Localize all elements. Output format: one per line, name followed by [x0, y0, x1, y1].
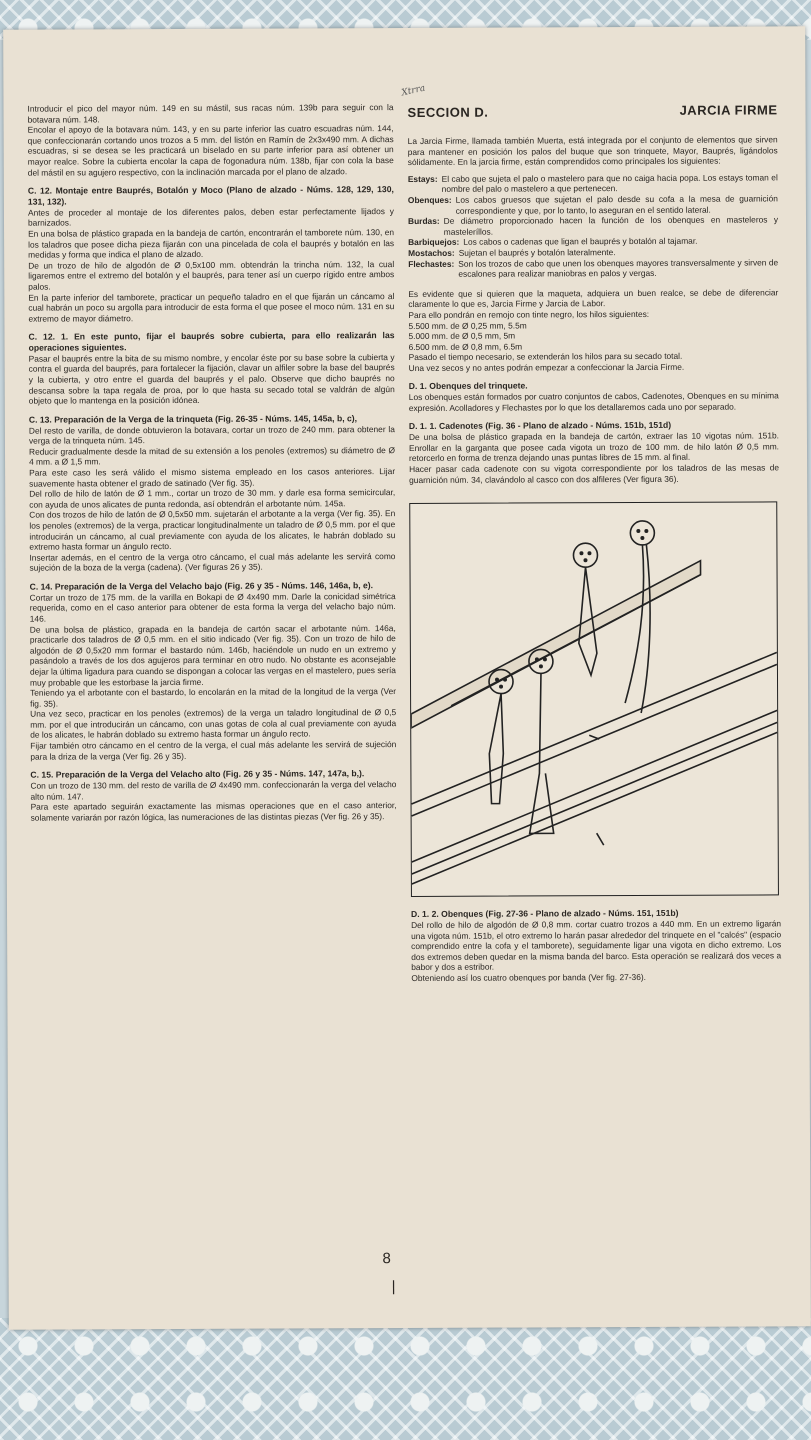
paragraph: Obteniendo así los cuatro obenques por banda (Ver fig. 27-36).: [411, 971, 646, 983]
subsection-heading: C. 14. Preparación de la Verga del Velacho bajo (Fig. 26 y 35 - Núms. 146, 146a, b, e).: [29, 580, 374, 592]
definition-term: Barbiquejos:: [408, 237, 460, 248]
paragraph: Una vez secos y no antes podrán empezar a confeccionar la Jarcia Firme.: [408, 361, 685, 373]
page-number: 8: [382, 1250, 391, 1268]
paragraph: Del rollo de hilo de latón de Ø 1 mm., cortar un trozo de 30 mm. y darle esa forma semicircular, con ayuda de unos alicates de punta redonda, así obtendrán el arbotante núm. 145a.: [29, 487, 396, 510]
definition-text: De diámetro proporcionado hacen la función de los obenques en masteleros y masteleríllos.: [443, 214, 779, 237]
subsection-heading: C. 13. Preparación de la Verga de la trinqueta (Fig. 26-35 - Núms. 145, 145a, b, c),: [28, 413, 358, 425]
definition-text: Son los trozos de cabo que unen los obenques mayores transversalmente y sirven de escalones para realizar maniobras en palos y vergas.: [458, 256, 779, 279]
subsection-heading: C. 15. Preparación de la Verga del Velacho alto (Fig. 26 y 35 - Núms. 147, 147a, b,).: [30, 768, 365, 780]
definitions-list: [408, 172, 778, 280]
right-column: [400, 83, 782, 983]
paragraph: Una vez seco, practicar en los penoles (extremos) de la verga un taladro longitudinal de Ø 0,5 mm. por el que introducirán un cáncamo, con unas gotas de cola al cual previamente con ayuda de los alicates, le habrán doblado su extremo hasta formar un ángulo recto.: [30, 707, 397, 741]
thread-list-item: 5.000 mm. de Ø 0,5 mm, 5m: [408, 330, 516, 342]
instruction-page: [3, 26, 811, 1329]
paragraph: Del resto de varilla, de donde obtuvieron la botavara, cortar un trozo de 240 mm. para obtener la verga de la trinqueta núm. 145.: [28, 423, 395, 446]
paragraph: Con dos trozos de hilo de latón de Ø 0,5x50 mm. sujetarán el arbotante a la verga (Ver fig. 35). En los penoles (extremos) de la verga, practicar longitudinalmente un taladro de Ø 0,5 mm. por el que introducirán un cáncamo, al cual previamente con ayuda de los alicates, le habrán doblado su extremo hasta formar un ángulo recto.: [29, 508, 396, 552]
paragraph: Pasar el bauprés entre la bita de su mismo nombre, y encolar éste por su base sobre la cubierta y contra el guarda del bauprés, para fortalecer la fijación, clavar un alfiler sobre la base del bauprés y la cubierta, y otro entre el guarda del bauprés y el palo. Observe que dicho bauprés no descansa sobre la tapa regala de proa, por lo que hasta su secado total se valdrán de algún objeto que lo mantenga en la posición idónea.: [28, 351, 395, 406]
thread-list-item: 6.500 mm. de Ø 0,8 mm, 6.5m: [408, 341, 523, 352]
paragraph: Para este apartado seguirán exactamente las mismas operaciones que en el caso anterior, solamente variarán por razón lógica, las numeraciones de las distintas piezas (Ver fig. 26 y 35).: [30, 800, 397, 823]
paragraph: Los obenques están formados por cuatro conjuntos de cabos, Cadenotes, Obenques en su mínima expresión. Acolladores y Flechastes por lo que los detallaremos cada uno por separado.: [408, 390, 779, 413]
paragraph: De una bolsa de plástico grapada en la bandeja de cartón, extraer las 10 vigotas núm. 151b. Enrollar en la garganta que posee cada vigota un trozo de 100 mm. de hilo latón Ø 0,5 mm. retorcerlo en forma de trenza dejando unas puntas libres de 15 mm. al final.: [408, 430, 780, 464]
tablecloth-bottom: [0, 1318, 811, 1440]
left-column: [27, 102, 396, 823]
definition-item: [408, 193, 778, 216]
definition-term: Obenques:: [407, 194, 452, 205]
definition-term: Flechastes:: [408, 258, 455, 269]
handwritten-note: Xtrra: [400, 83, 427, 99]
subsection-heading: D. 1. 1. Cadenotes (Fig. 36 - Plano de alzado - Núms. 151b, 151d): [408, 420, 672, 432]
section-header: [400, 83, 778, 126]
definition-text: Sujetan el bauprés y botalón lateralmente.: [458, 247, 616, 258]
paragraph: Con un trozo de 130 mm. del resto de varilla de Ø 4x490 mm. confeccionarán la verga del velacho alto núm. 147.: [30, 779, 397, 802]
definition-item: [408, 215, 778, 238]
rigging-drawing: [410, 503, 778, 897]
figure-36-illustration: [409, 502, 779, 898]
definition-item: [408, 257, 778, 280]
subsection-heading: C. 12. 1. En este punto, fijar el bauprés sobre cubierta, para ello realizarán las operaciones siguientes.: [28, 330, 395, 353]
paragraph: Fijar también otro cáncamo en el centro de la verga, el cual más adelante les servirá de sujeción para la driza de la verga (Ver fig. 26 y 35).: [30, 739, 397, 762]
definition-item: [408, 172, 778, 195]
paragraph: Del rollo de hilo de algodón de Ø 0,8 mm. cortar cuatro trozos a 440 mm. En un extremo ligarán una vigota núm. 151b, el otro extremo lo harán pasar alrededor del trinquete en el "calcés" (espacio comprendido entre la cofa y el tamborete), seguidamente ligar una vigota en dicho extremo. Los dos extremos deben quedar en la misma banda del barco. Esta operación se realizará dos veces a babor y dos a estribor.: [411, 918, 782, 973]
paragraph: Hacer pasar cada cadenote con su vigota correspondiente por los taladros de las mesas de guarnición núm. 34, clavándolo al casco con dos alfileres (Ver figura 36).: [409, 462, 780, 485]
paragraph: De una bolsa de plástico, grapada en la bandeja de cartón sacar el arbotante núm. 146a, practicarle dos taladros de Ø 0,5 mm. en el sitio indicado (Ver fig. 35). Con un trozo de hilo de algodón de Ø 0,5x20 mm formar el bastardo núm. 146b, haciéndole un nudo en un extremo y pasándolo a través de los dos agujeros para terminar en otro nudo. No obstante es aconsejable dejar la última ligadura para cuando se dispongan a colocar las vergas en el mastelero, pues sería muy probable que les estorbase la jarcia firme.: [29, 622, 396, 688]
intro-paragraph: La Jarcia Firme, llamada también Muerta, está integrada por el conjunto de elementos que sirven para mantener en posición los palos del buque que son trinquete, Mayor, Bauprés, ligándolos sólidamente. En la jarcia firme, están comprendidos como principales los siguientes:: [407, 134, 778, 168]
paragraph: En la parte inferior del tamborete, practicar un pequeño taladro en el que fijarán un cáncamo al cual habrán un poco su argolla para introducir de esta forma el que posee el moco núm. 131 en su extremo de mayor diámetro.: [28, 290, 395, 324]
paragraph: Antes de proceder al montaje de los diferentes palos, deben estar perfectamente lijados y barnizados.: [27, 205, 394, 228]
footer-mark: |: [391, 1278, 396, 1296]
paragraph: Insertar además, en el centro de la verga otro cáncamo, el cual más adelante les servirá como sujeción de la boza de la verga (cadena). (Ver figuras 26 y 35).: [29, 550, 396, 574]
paragraph: Pasado el tiempo necesario, se extenderán los hilos para su secado total.: [408, 351, 683, 363]
subsection-heading: D. 1. Obenques del trinquete.: [408, 380, 528, 392]
paragraph: Introducir el pico del mayor núm. 149 en su mástil, sus racas núm. 139b para seguir con la botavara núm. 148.: [27, 102, 394, 125]
definition-text: Los cabos o cadenas que ligan el bauprés y botalón al tajamar.: [463, 236, 698, 248]
paragraph: Reducir gradualmente desde la mitad de su extensión a los penoles (extremos) su diámetro de Ø 4 mm. a Ø 1,5 mm.: [28, 444, 396, 468]
paragraph: Teniendo ya el arbotante con el bastardo, lo encolarán en la mitad de la longitud de la verga (Ver fig. 35).: [30, 686, 397, 709]
thread-list-item: 5.500 mm. de Ø 0,25 mm, 5.5m: [408, 319, 527, 331]
paragraph: En una bolsa de plástico grapada en la bandeja de cartón, encontrarán el tamborete núm. 130, en los taladros que posee dicha pieza fijarán con una pincelada de cola el bauprés y botalón en las medidas y forma que indica el plano de alzado.: [28, 226, 395, 260]
subsection-heading: C. 12. Montaje entre Bauprés, Botalón y Moco (Plano de alzado - Núms. 128, 129, 130, 131, 132).: [27, 184, 394, 207]
paragraph: Es evidente que si quieren que la maqueta, adquiera un buen realce, se debe de diferenciar claramente lo que es, Jarcia Firme y Jarcia de Labor.: [408, 287, 779, 310]
definition-text: El cabo que sujeta el palo o mastelero para que no caiga hacia popa. Los estays toman el nombre del palo o mastelero a que pertenecen.: [441, 172, 778, 195]
definition-term: Burdas:: [407, 216, 440, 227]
section-name: JARCIA FIRME: [679, 102, 778, 118]
definition-term: Estays:: [407, 173, 438, 184]
subsection-heading: D. 1. 2. Obenques (Fig. 27-36 - Plano de alzado - Núms. 151, 151b): [411, 908, 679, 920]
definition-term: Mostachos:: [408, 247, 455, 258]
definition-text: Los cabos gruesos que sujetan el palo desde su cofa a la mesa de guarnición correspondiente y que, por lo tanto, lo aseguran en el sentido lateral.: [455, 193, 778, 216]
section-title: SECCION D.: [407, 104, 489, 120]
paragraph: Encolar el apoyo de la botavara núm. 143, y en su parte inferior las cuatro escuadras núm. 144, que confeccionarán cortando unos trozos a 5 mm. del listón en Ramín de 2x3x490 mm. A dichas escuadras, si se desea se les practicará un biselado en su parte inferior para así obtener un mayor realce. Sobre la cubierta encolar la capa de fogonadura núm. 138b, fijar con cola la base del mástil en su agujero respectivo, con la inclinación marcada por el plano de alzado.: [27, 123, 394, 178]
paragraph: De un trozo de hilo de algodón de Ø 0,5x100 mm. obtendrán la trincha núm. 132, la cual ligaremos entre el extremo del botalón y el bauprés, para tener así un cuerpo rígido entre ambos palos.: [28, 258, 395, 292]
paragraph: Cortar un trozo de 175 mm. de la varilla en Bokapi de Ø 4x490 mm. Darle la conicidad simétrica requerida, como en el caso anterior para obtener de esta forma la verga del velacho bajo núm. 146.: [29, 590, 396, 624]
paragraph: Para este caso les será válido el mismo sistema empleado en los casos anteriores. Lijar suavemente hasta obtener el grado de satinado (Ver fig. 35).: [29, 466, 396, 489]
paragraph: Para ello pondrán en remojo con tinte negro, los hilos siguientes:: [408, 308, 650, 320]
